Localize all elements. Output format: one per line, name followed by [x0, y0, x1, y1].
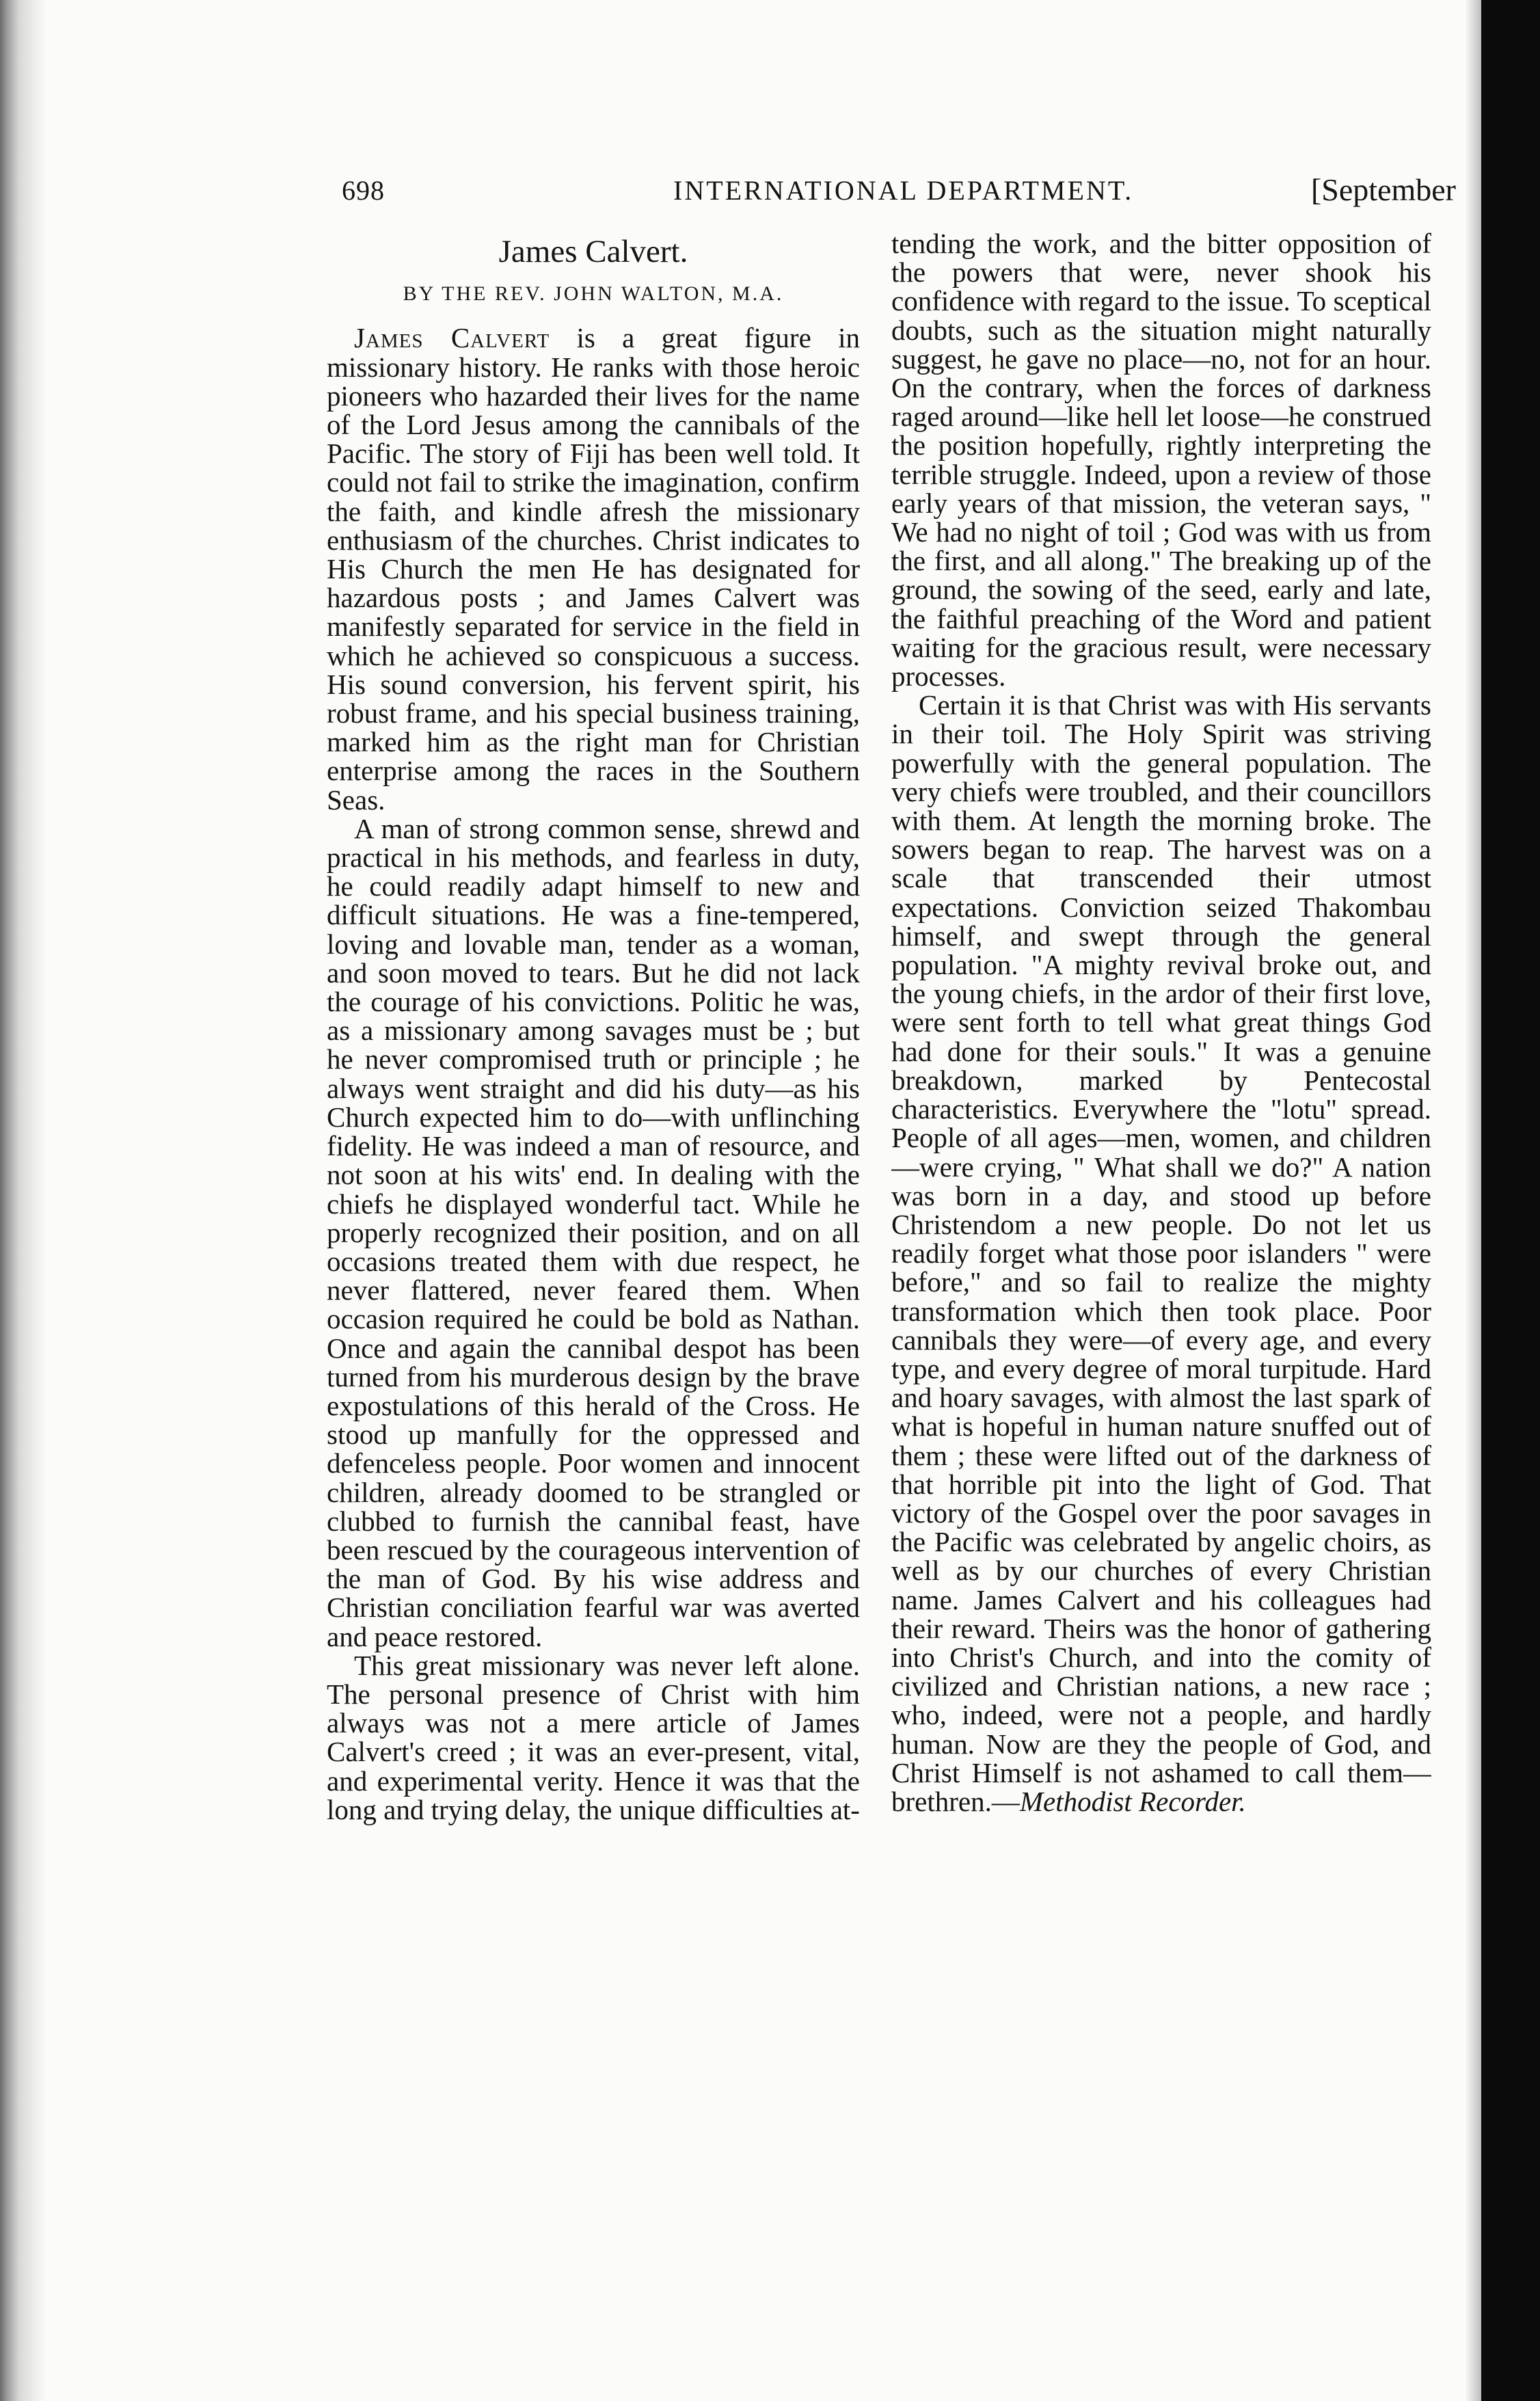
right-column [891, 229, 1431, 2205]
paragraph-3-continued: tending the work, and the bitter opposition of the powers that were, never shook his confidence with regard to the issue. To sceptical doubts, such as the situation might naturally suggest, he gave no place—no, not for an hour. On the contrary, when the forces of darkness raged around—like hell let loose—he construed the position hopefully, rightly interpreting the terrible struggle. Indeed, upon a review of those early years of that mission, the veteran says, " We had no night of toil ; God was with us from the first, and all along." The breaking up of the ground, the sowing of the seed, early and late, the faithful preaching of the Word and patient waiting for the gracious result, were necessary processes. [891, 229, 1431, 693]
paragraph-4 [891, 690, 1431, 1816]
source-citation: Methodist Recorder. [1019, 1785, 1246, 1817]
article-byline: BY THE REV. JOHN WALTON, M.A. [403, 282, 784, 306]
scan-right-edge [1481, 0, 1540, 2401]
scan-right-shadow [1465, 0, 1481, 2401]
paragraph-4-text: Certain it is that Christ was with His servants in their toil. The Holy Spirit was striving powerfully with the general population. The very chiefs were troubled, and their councillors with them. At length the morning broke. The sowers began to reap. The harvest was on a scale that transcended their utmost expectations. Conviction seized Thakombau himself, and swept through the general population. "A mighty revival broke out, and the young chiefs, in the ardor of their first love, were sent forth to tell what great things God had done for their souls." It was a genuine breakdown, marked by Pentecostal characteristics. Everywhere the "lotu" spread. People of all ages—men, women, and children—were crying, " What shall we do?" A nation was born in a day, and stood up before Christendom a new people. Do not let us readily forget what those poor islanders " were before," and so fail to realize the mighty transformation which then took place. Poor cannibals they were—of every age, and every type, and every degree of moral turpitude. Hard and hoary savages, with almost the last spark of what is hopeful in human nature snuffed out of them ; these were lifted out of the darkness of that horrible pit into the light of God. That victory of the Gospel over the poor savages in the Pacific was celebrated by angelic choirs, as well as by our churches of every Christian name. James Calvert and his colleagues had their reward. Theirs was the honor of gathering into Christ's Church, and into the comity of civilized and Christian nations, a new race ; who, indeed, were not a people, and hardly human. Now are they the people of God, and Christ Himself is not ashamed to call them—brethren.— [891, 689, 1431, 1817]
page-number: 698 [342, 175, 385, 206]
paragraph-1-text: is a great figure in missionary history. He ranks with those heroic pioneers who hazarded their lives for the name of the Lord Jesus among the cannibals of the Pacific. The story of Fiji has been well told. It could not fail to strike the imagination, confirm the faith, and kindle afresh the missionary enthusiasm of the churches. Christ indicates to His Church the men He has designated for hazardous posts ; and James Calvert was manifestly separated for service in the field in which he achieved so conspicuous a success. His sound conversion, his fervent spirit, his robust frame, and his special business training, marked him as the right man for Christian enterprise among the races in the Southern Seas. [327, 322, 860, 816]
running-title: INTERNATIONAL DEPARTMENT. [673, 175, 1134, 206]
page-header [342, 174, 1456, 222]
scan-left-edge [0, 0, 48, 2401]
header-month: [September [1310, 172, 1456, 207]
article-title: James Calvert. [498, 234, 688, 269]
paragraph-1 [327, 323, 860, 814]
paragraph-2: A man of strong common sense, shrewd and practical in his methods, and fearless in duty, he could readily adapt himself to new and difficult situations. He was a fine-tempered, loving and lovable man, tender as a woman, and soon moved to tears. But he did not lack the courage of his convictions. Politic he was, as a missionary among savages must be ; but he never compromised truth or principle ; he always went straight and did his duty—as his Church expected him to do—with unflinching fidelity. He was indeed a man of resource, and not soon at his wits' end. In dealing with the chiefs he displayed wonderful tact. While he properly recognized their position, and on all occasions treated them with due respect, he never flattered, never feared them. When occasion required he could be bold as Nathan. Once and again the cannibal despot has been turned from his murderous design by the brave expostulations of this herald of the Cross. He stood up manfully for the oppressed and defenceless people. Poor women and innocent children, already doomed to be strangled or clubbed to furnish the cannibal feast, have been rescued by the courageous intervention of the man of God. By his wise address and Christian conciliation fearful war was averted and peace restored. [327, 812, 860, 1652]
left-column [327, 229, 860, 2205]
paragraph-3: This great missionary was never left alone. The personal presence of Christ with him always was not a mere article of James Calvert's creed ; it was an ever-present, vital, and experimental verity. Hence it was that the long and trying delay, the unique difficulties at- [327, 1649, 860, 1825]
lead-name: James Calvert [354, 322, 550, 354]
